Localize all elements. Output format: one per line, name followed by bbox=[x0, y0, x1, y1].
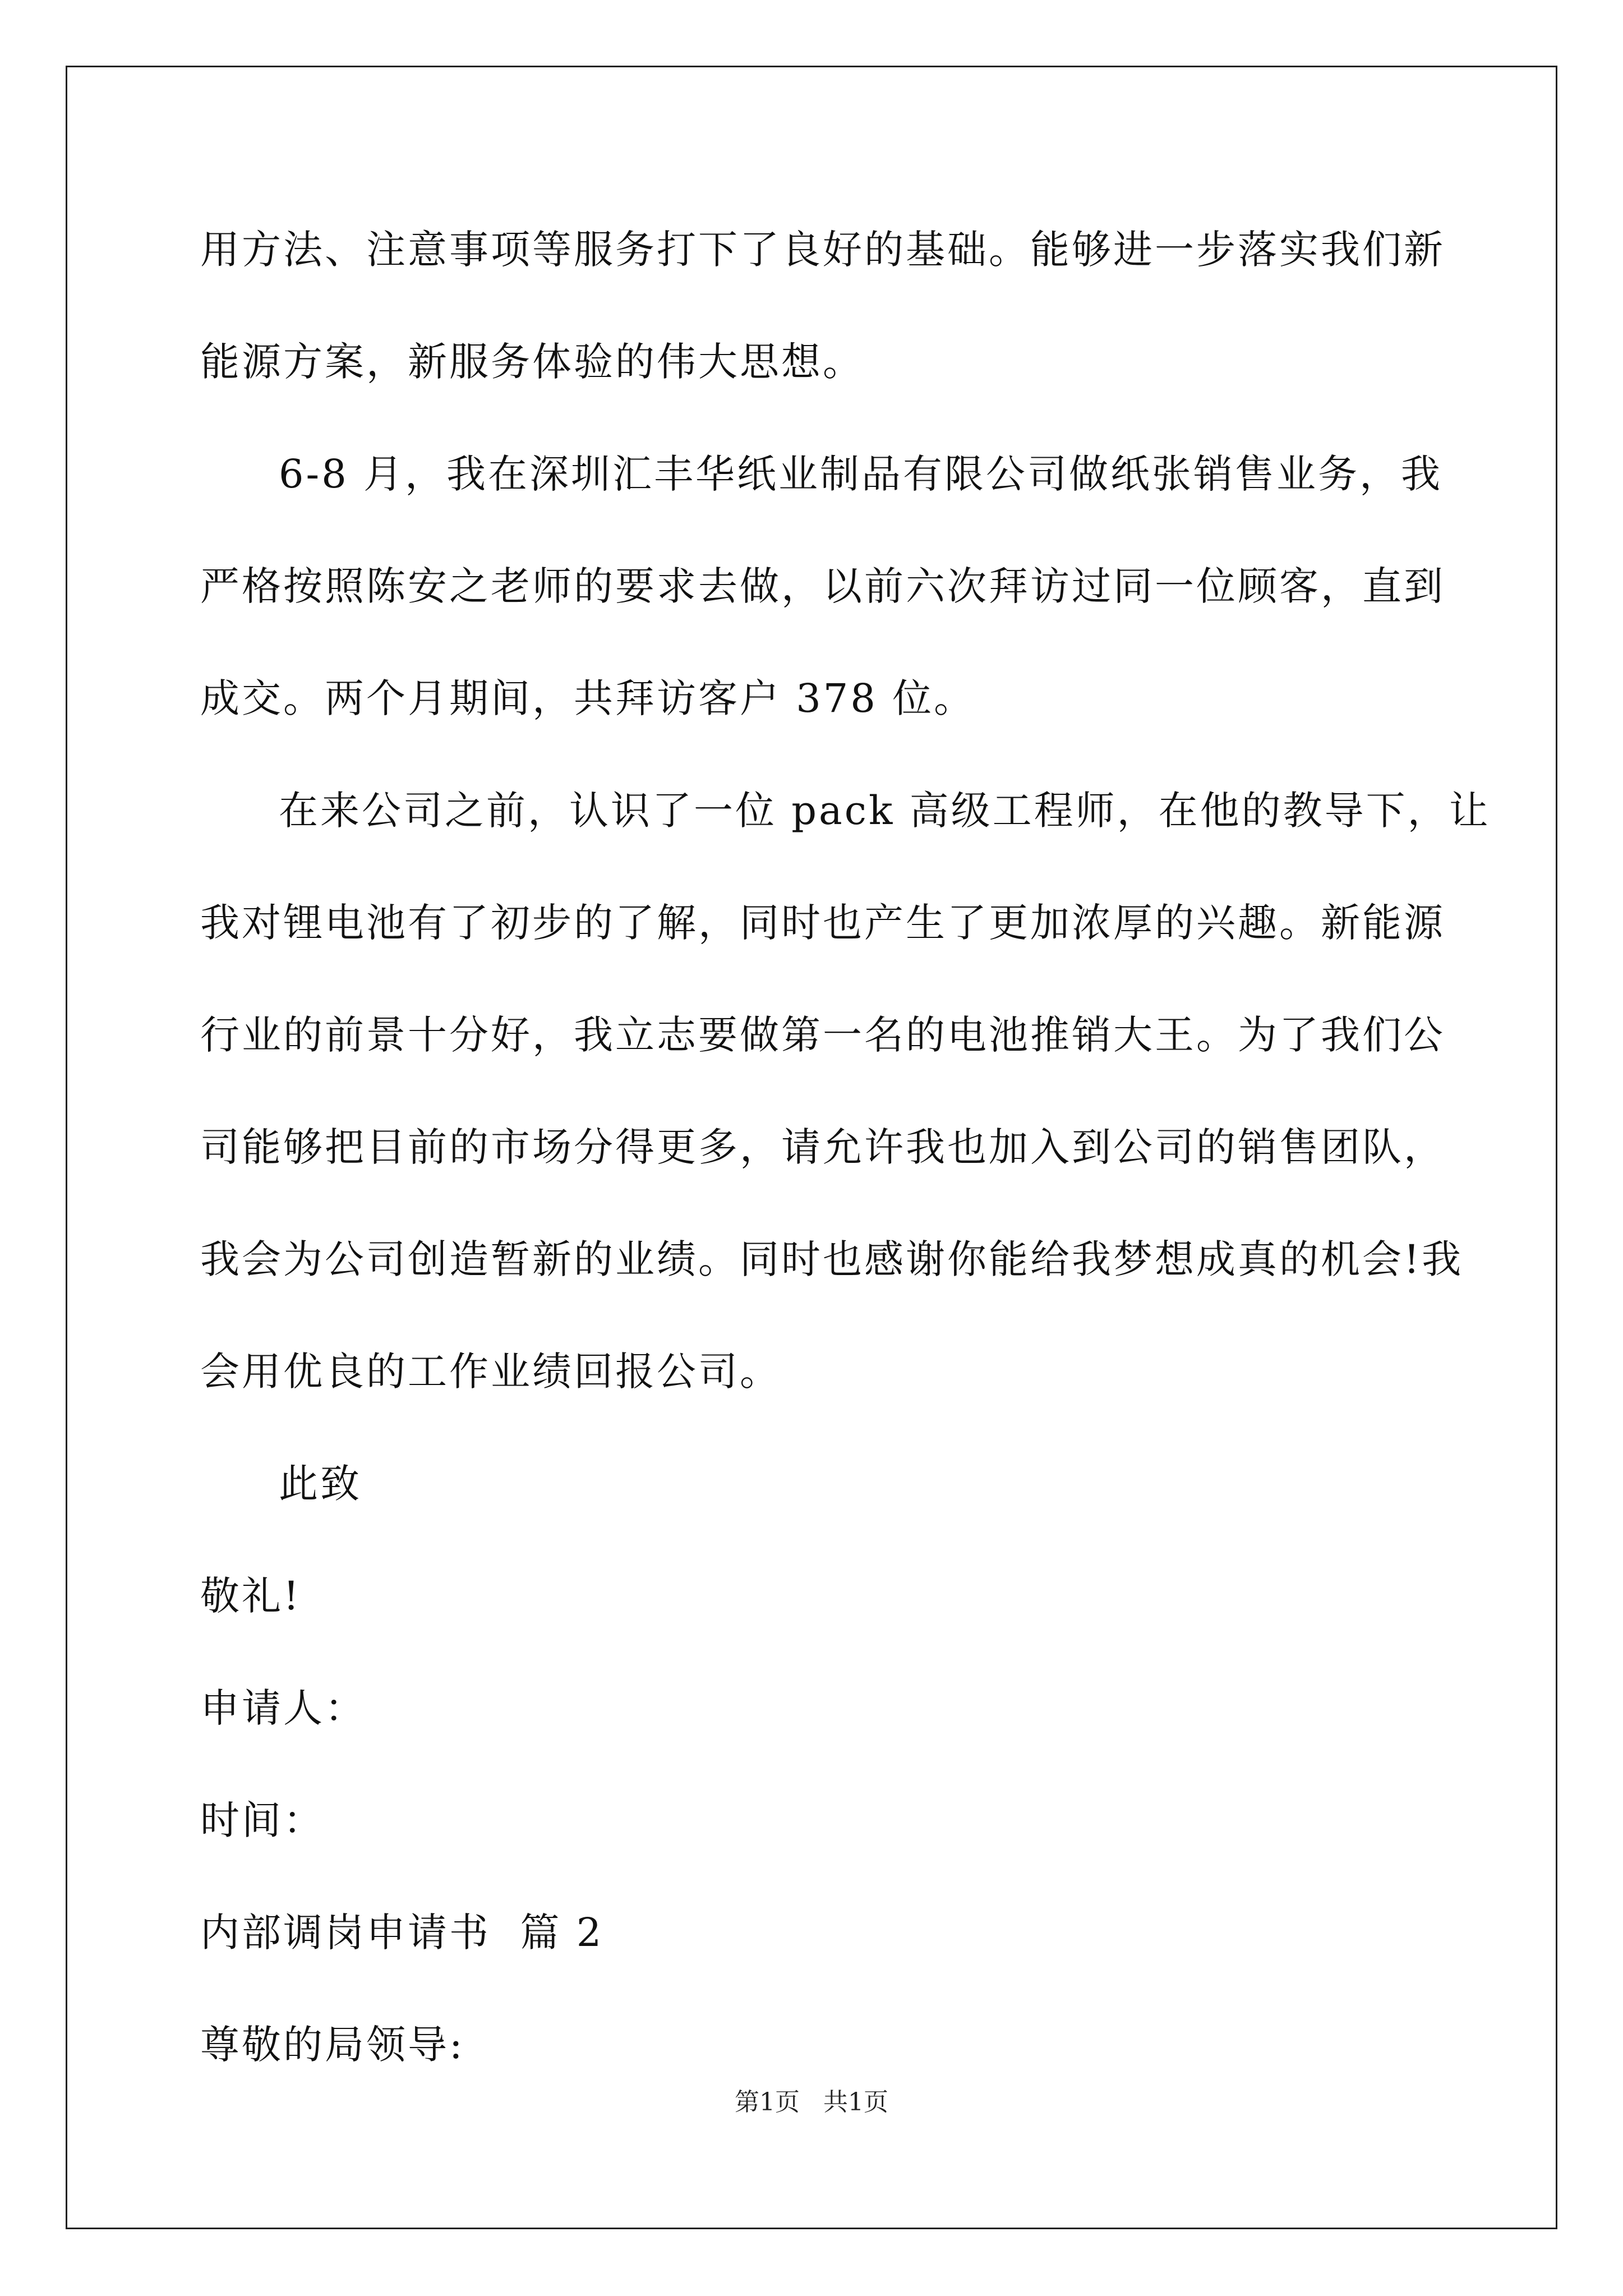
page-number-footer: 第1页 共1页 bbox=[735, 2088, 888, 2116]
date-label: 时间： bbox=[200, 1797, 325, 1843]
salutation-line: 敬礼! bbox=[200, 1573, 302, 1619]
paragraph-line: 在来公司之前，认识了一位 pack 高级工程师，在他的教导下，让 bbox=[279, 788, 1491, 834]
paragraph-line: 用方法、注意事项等服务打下了良好的基础。能够进一步落实我们新 bbox=[200, 227, 1445, 273]
paragraph-line: 能源方案，新服务体验的伟大思想。 bbox=[200, 339, 864, 385]
paragraph-line: 严格按照陈安之老师的要求去做，以前六次拜访过同一位顾客，直到 bbox=[200, 563, 1445, 609]
closing-line: 此致 bbox=[279, 1461, 362, 1507]
greeting-line: 尊敬的局领导: bbox=[200, 2022, 465, 2068]
paragraph-line: 6-8 月，我在深圳汇丰华纸业制品有限公司做纸张销售业务，我 bbox=[279, 451, 1442, 497]
paragraph-line: 行业的前景十分好，我立志要做第一名的电池推销大王。为了我们公 bbox=[200, 1012, 1445, 1058]
paragraph-line: 我对锂电池有了初步的了解，同时也产生了更加浓厚的兴趣。新能源 bbox=[200, 900, 1445, 946]
applicant-label: 申请人： bbox=[200, 1685, 366, 1731]
paragraph-line: 我会为公司创造暂新的业绩。同时也感谢你能给我梦想成真的机会!我 bbox=[200, 1236, 1464, 1282]
paragraph-line: 司能够把目前的市场分得更多，请允许我也加入到公司的销售团队， bbox=[200, 1124, 1445, 1170]
paragraph-line: 成交。两个月期间，共拜访客户 378 位。 bbox=[200, 675, 976, 721]
section-heading: 内部调岗申请书 篇 2 bbox=[200, 1910, 604, 1955]
paragraph-line: 会用优良的工作业绩回报公司。 bbox=[200, 1349, 781, 1395]
